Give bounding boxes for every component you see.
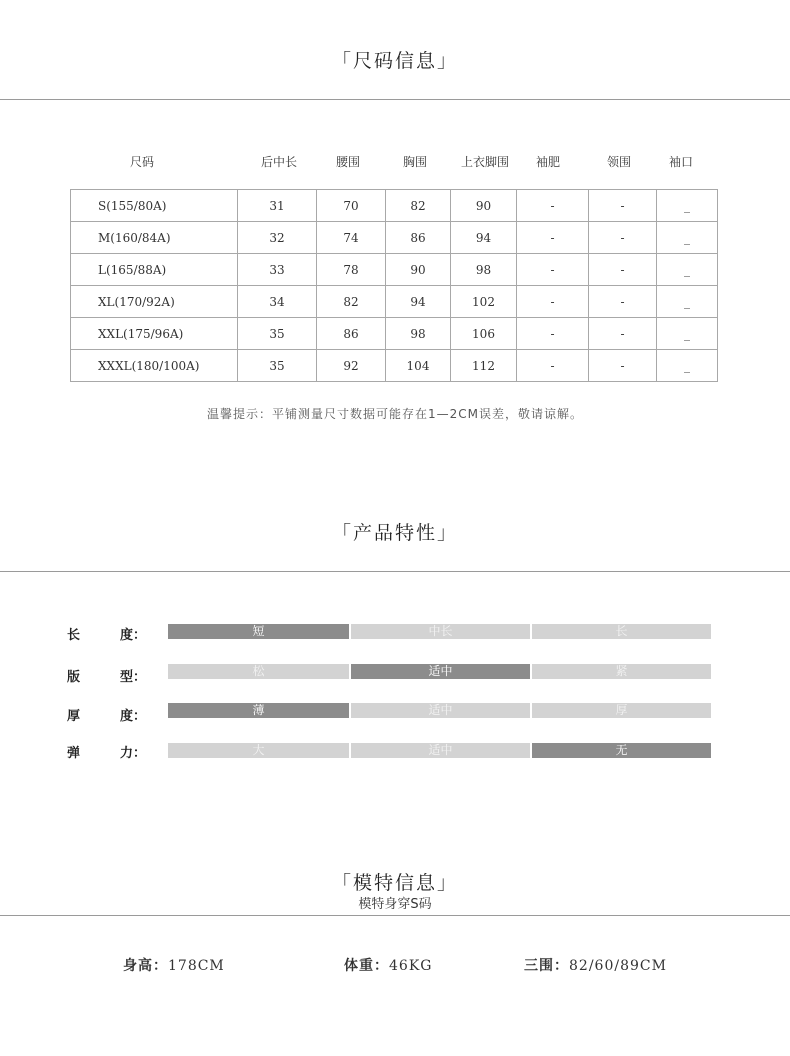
feature-bar	[168, 743, 711, 758]
table-cell: 86	[386, 222, 451, 254]
table-row	[71, 190, 718, 222]
header-hem: 上衣脚围	[460, 155, 509, 169]
model-measurements-label: 三围：	[524, 958, 569, 974]
table-cell: -	[589, 190, 657, 222]
feature-bar	[168, 664, 711, 679]
table-cell: 70	[317, 190, 386, 222]
divider	[0, 571, 790, 572]
header-size: 尺码	[129, 155, 154, 169]
header-collar: 领围	[606, 155, 631, 169]
header-back-length: 后中长	[260, 155, 297, 169]
model-height-label: 身高：	[123, 958, 168, 974]
table-cell: 106	[451, 318, 517, 350]
table-cell: 94	[386, 286, 451, 318]
table-cell: -	[589, 222, 657, 254]
table-row	[71, 286, 718, 318]
table-cell: _	[657, 190, 718, 222]
feature-label-first: 弹	[67, 746, 81, 761]
model-subtitle: 模特身穿S码	[358, 897, 432, 912]
table-cell: 78	[317, 254, 386, 286]
size-cell: L(165/88A)	[71, 254, 238, 286]
table-cell: 90	[386, 254, 451, 286]
model-weight-value: 46KG	[389, 958, 433, 974]
table-cell: 74	[317, 222, 386, 254]
model-measurements-value: 82/60/89CM	[569, 958, 667, 974]
table-cell: 32	[238, 222, 317, 254]
feature-label-second: 型：	[120, 670, 147, 685]
table-cell: 90	[451, 190, 517, 222]
model-height-value: 178CM	[168, 958, 225, 974]
feature-section-title: 「产品特性」	[331, 522, 458, 544]
table-cell: -	[589, 350, 657, 382]
table-cell: 92	[317, 350, 386, 382]
feature-option: 适中	[351, 743, 530, 758]
size-cell: M(160/84A)	[71, 222, 238, 254]
feature-option-selected: 无	[532, 743, 711, 758]
table-row	[71, 222, 718, 254]
feature-label-first: 厚	[67, 709, 81, 724]
table-cell: 98	[386, 318, 451, 350]
feature-label-first: 版	[67, 670, 81, 685]
size-cell: S(155/80A)	[71, 190, 238, 222]
feature-option: 紧	[532, 664, 711, 679]
table-cell: -	[589, 286, 657, 318]
size-section-title: 「尺码信息」	[331, 50, 458, 72]
feature-option: 中长	[351, 624, 530, 639]
table-row	[71, 318, 718, 350]
feature-label-first: 长	[67, 628, 81, 643]
table-cell: 112	[451, 350, 517, 382]
table-cell: -	[517, 318, 589, 350]
model-measurements	[524, 955, 667, 975]
table-cell: -	[589, 254, 657, 286]
header-chest: 胸围	[402, 155, 427, 169]
size-cell: XXXL(180/100A)	[71, 350, 238, 382]
measurement-note: 温馨提示：平铺测量尺寸数据可能存在1—2CM误差，敬请谅解。	[206, 407, 583, 421]
feature-bar	[168, 624, 711, 639]
model-section-title: 「模特信息」	[331, 872, 458, 894]
feature-label-second: 度：	[120, 628, 147, 643]
feature-option: 适中	[351, 703, 530, 718]
model-weight-label: 体重：	[344, 958, 389, 974]
table-cell: -	[517, 222, 589, 254]
header-cuff: 袖口	[668, 155, 693, 169]
table-cell: -	[517, 286, 589, 318]
feature-option: 长	[532, 624, 711, 639]
table-cell: _	[657, 222, 718, 254]
table-cell: -	[517, 254, 589, 286]
table-cell: 102	[451, 286, 517, 318]
table-cell: -	[517, 190, 589, 222]
table-cell: 82	[317, 286, 386, 318]
feature-bar	[168, 703, 711, 718]
table-cell: -	[517, 350, 589, 382]
feature-option: 松	[168, 664, 349, 679]
table-row	[71, 350, 718, 382]
model-height	[123, 955, 225, 975]
feature-option: 厚	[532, 703, 711, 718]
divider	[0, 99, 790, 100]
table-cell: _	[657, 350, 718, 382]
feature-label-second: 力：	[120, 746, 147, 761]
table-cell: _	[657, 254, 718, 286]
table-cell: 35	[238, 318, 317, 350]
table-row	[71, 254, 718, 286]
table-cell: 35	[238, 350, 317, 382]
table-cell: 98	[451, 254, 517, 286]
feature-label-second: 度：	[120, 709, 147, 724]
table-cell: _	[657, 286, 718, 318]
feature-option-selected: 短	[168, 624, 349, 639]
size-table	[70, 189, 718, 382]
table-cell: 82	[386, 190, 451, 222]
table-cell: 94	[451, 222, 517, 254]
table-cell: -	[589, 318, 657, 350]
table-cell: 86	[317, 318, 386, 350]
feature-option: 大	[168, 743, 349, 758]
model-weight	[344, 955, 432, 975]
size-cell: XL(170/92A)	[71, 286, 238, 318]
size-cell: XXL(175/96A)	[71, 318, 238, 350]
table-cell: 34	[238, 286, 317, 318]
header-waist: 腰围	[335, 155, 360, 169]
table-cell: 31	[238, 190, 317, 222]
feature-option-selected: 适中	[351, 664, 530, 679]
divider	[0, 915, 790, 916]
feature-option-selected: 薄	[168, 703, 349, 718]
header-sleeve-width: 袖肥	[535, 155, 560, 169]
table-cell: _	[657, 318, 718, 350]
table-cell: 104	[386, 350, 451, 382]
table-cell: 33	[238, 254, 317, 286]
